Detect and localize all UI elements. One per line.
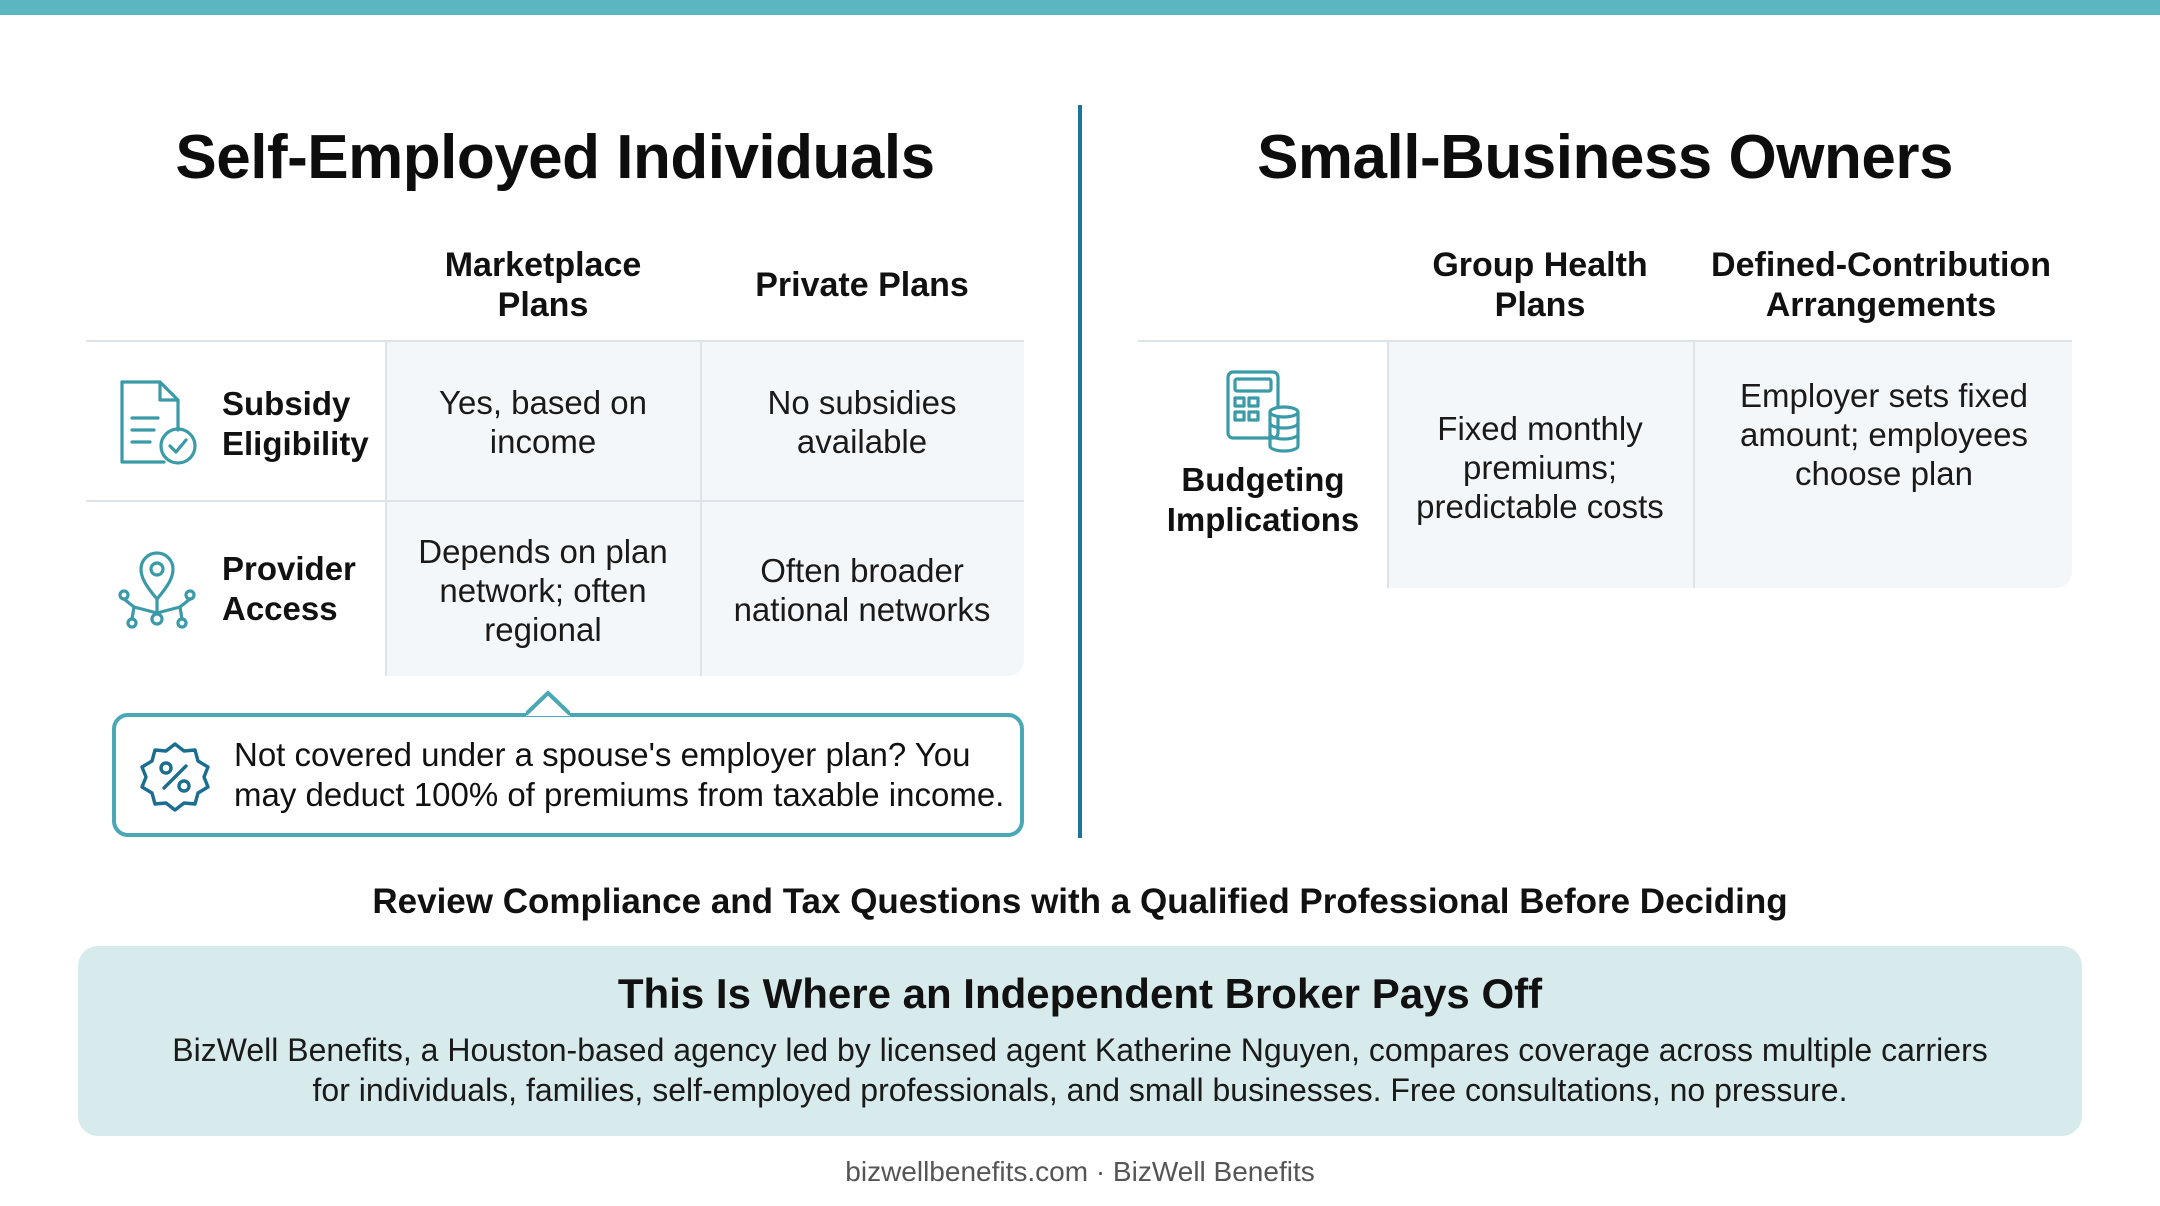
cell-marketplace-provider: Depends on plan network; often regional (418, 532, 668, 648)
table-divider (86, 500, 1024, 502)
row-label-provider-access: Provider Access (222, 550, 356, 627)
cell-marketplace-subsidy: Yes, based on income (439, 384, 647, 460)
left-section-title: Self-Employed Individuals (175, 123, 935, 192)
callout-text: Not covered under a spouse's employer plan? You may deduct 100% of premiums from taxable income. (234, 736, 1005, 813)
column-header-group-health-plans: Group Health Plans (1432, 246, 1648, 324)
calculator-coins-icon (1222, 368, 1306, 454)
top-accent-bar (0, 0, 2160, 15)
broker-title: This Is Where an Independent Broker Pays Off (617, 970, 1543, 1017)
right-section-title: Small-Business Owners (1257, 123, 1953, 192)
section-divider (1078, 105, 1082, 838)
document-check-icon (114, 378, 200, 468)
table-divider (700, 342, 702, 676)
column-header-private-plans: Private Plans (755, 266, 969, 304)
cell-private-provider: Often broader national networks (733, 552, 991, 628)
percent-badge-icon (138, 740, 212, 814)
row-label-budgeting-implications: Budgeting Implications (1166, 461, 1360, 538)
cell-group-health-budgeting: Fixed monthly premiums; predictable costs (1416, 409, 1664, 525)
table-divider (86, 340, 1024, 342)
column-header-marketplace-plans: Marketplace Plans (444, 246, 642, 324)
column-header-defined-contribution: Defined-Contribution Arrangements (1711, 246, 2051, 324)
broker-description: BizWell Benefits, a Houston-based agency led by licensed agent Katherine Nguyen, compares coverage across multiple carriers for individuals, families, self-employed professionals, and small businesses. Free consultations, no pressure. (172, 1032, 1988, 1108)
table-divider (1693, 342, 1695, 588)
location-network-icon (114, 543, 200, 633)
callout-pointer (526, 690, 570, 716)
table-divider (1387, 342, 1389, 588)
table-divider (1138, 340, 2072, 342)
review-note: Review Compliance and Tax Questions with a Qualified Professional Before Deciding (372, 882, 1788, 921)
cell-defined-contribution-budgeting: Employer sets fixed amount; employees choose plan (1740, 376, 2028, 492)
row-label-subsidy-eligibility: Subsidy Eligibility (222, 385, 369, 462)
cell-private-subsidy: No subsidies available (767, 384, 957, 460)
footer-credit: bizwellbenefits.com · BizWell Benefits (845, 1156, 1315, 1187)
table-divider (385, 342, 387, 676)
